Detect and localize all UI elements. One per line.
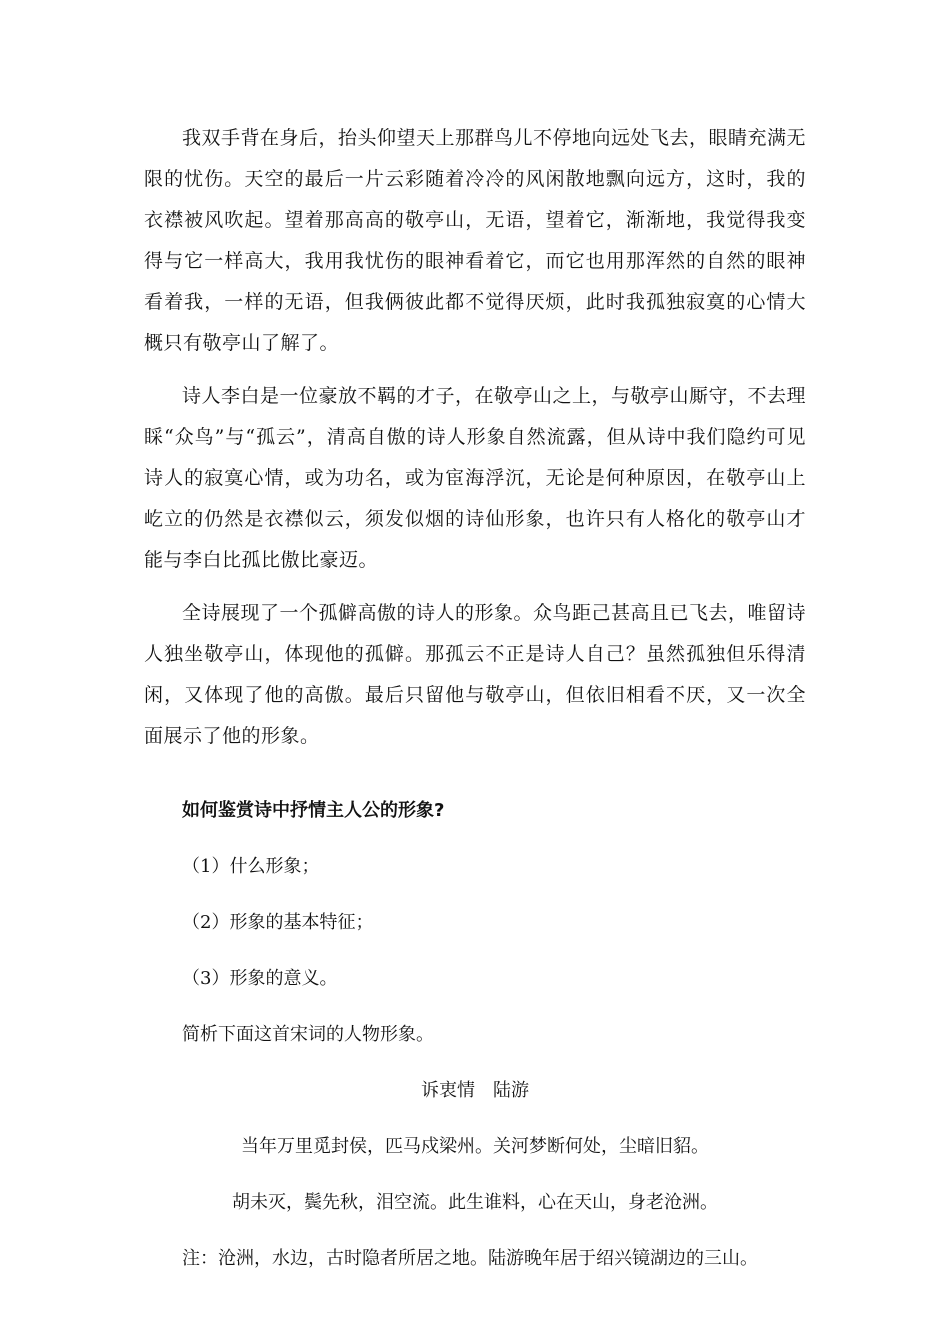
list-item-3: （3）形象的意义。	[182, 968, 338, 989]
poem-line-2: 胡未灭，鬓先秋，泪空流。此生谁料，心在天山，身老沧洲。	[232, 1192, 718, 1213]
section-heading: 如何鉴赏诗中抒情主人公的形象?	[182, 800, 445, 821]
annotation-note: 注：沧洲，水边，古时隐者所居之地。陆游晚年居于绍兴镜湖边的三山。	[182, 1248, 758, 1269]
poem-line-1: 当年万里觅封侯，匹马戍梁州。关河梦断何处，尘暗旧貂。	[241, 1136, 709, 1157]
list-item-1: （1）什么形象；	[182, 856, 320, 877]
poem-heading	[144, 1071, 806, 1111]
poem-author: 陆游	[493, 1080, 529, 1101]
paragraph-1: 我双手背在身后，抬头仰望天上那群鸟儿不停地向远处飞去，眼睛充满无限的忧伤。天空的最后一片云彩随着冷冷的风闲散地飘向远方，这时，我的衣襟被风吹起。望着那高高的敬亭山，无语，望着它，渐渐地，我觉得我变得与它一样高大，我用我忧伤的眼神看着它，而它也用那浑然的自然的眼神看着我，一样的无语，但我俩彼此都不觉得厌烦，此时我孤独寂寞的心情大概只有敬亭山了解了。	[144, 127, 807, 354]
list-item-2: （2）形象的基本特征；	[182, 912, 374, 933]
paragraph-3: 全诗展现了一个孤僻高傲的诗人的形象。众鸟距己甚高且已飞去，唯留诗人独坐敬亭山，体现他的孤僻。那孤云不正是诗人自己？虽然孤独但乐得清闲，又体现了他的高傲。最后只留他与敬亭山，但依旧相看不厌，又一次全面展示了他的形象。	[144, 602, 807, 747]
document-body	[144, 118, 806, 1279]
instruction-text: 简析下面这首宋词的人物形象。	[182, 1024, 434, 1045]
paragraph-2: 诗人李白是一位豪放不羁的才子，在敬亭山之上，与敬亭山厮守，不去理睬“众鸟”与“孤云”，清高自傲的诗人形象自然流露，但从诗中我们隐约可见诗人的寂寞心情，或为功名，或为宦海浮沉，无论是何种原因，在敬亭山上屹立的仍然是衣襟似云，须发似烟的诗仙形象，也许只有人格化的敬亭山才能与李白比孤比傲比豪迈。	[144, 385, 807, 571]
poem-title: 诉衷情	[421, 1080, 475, 1101]
